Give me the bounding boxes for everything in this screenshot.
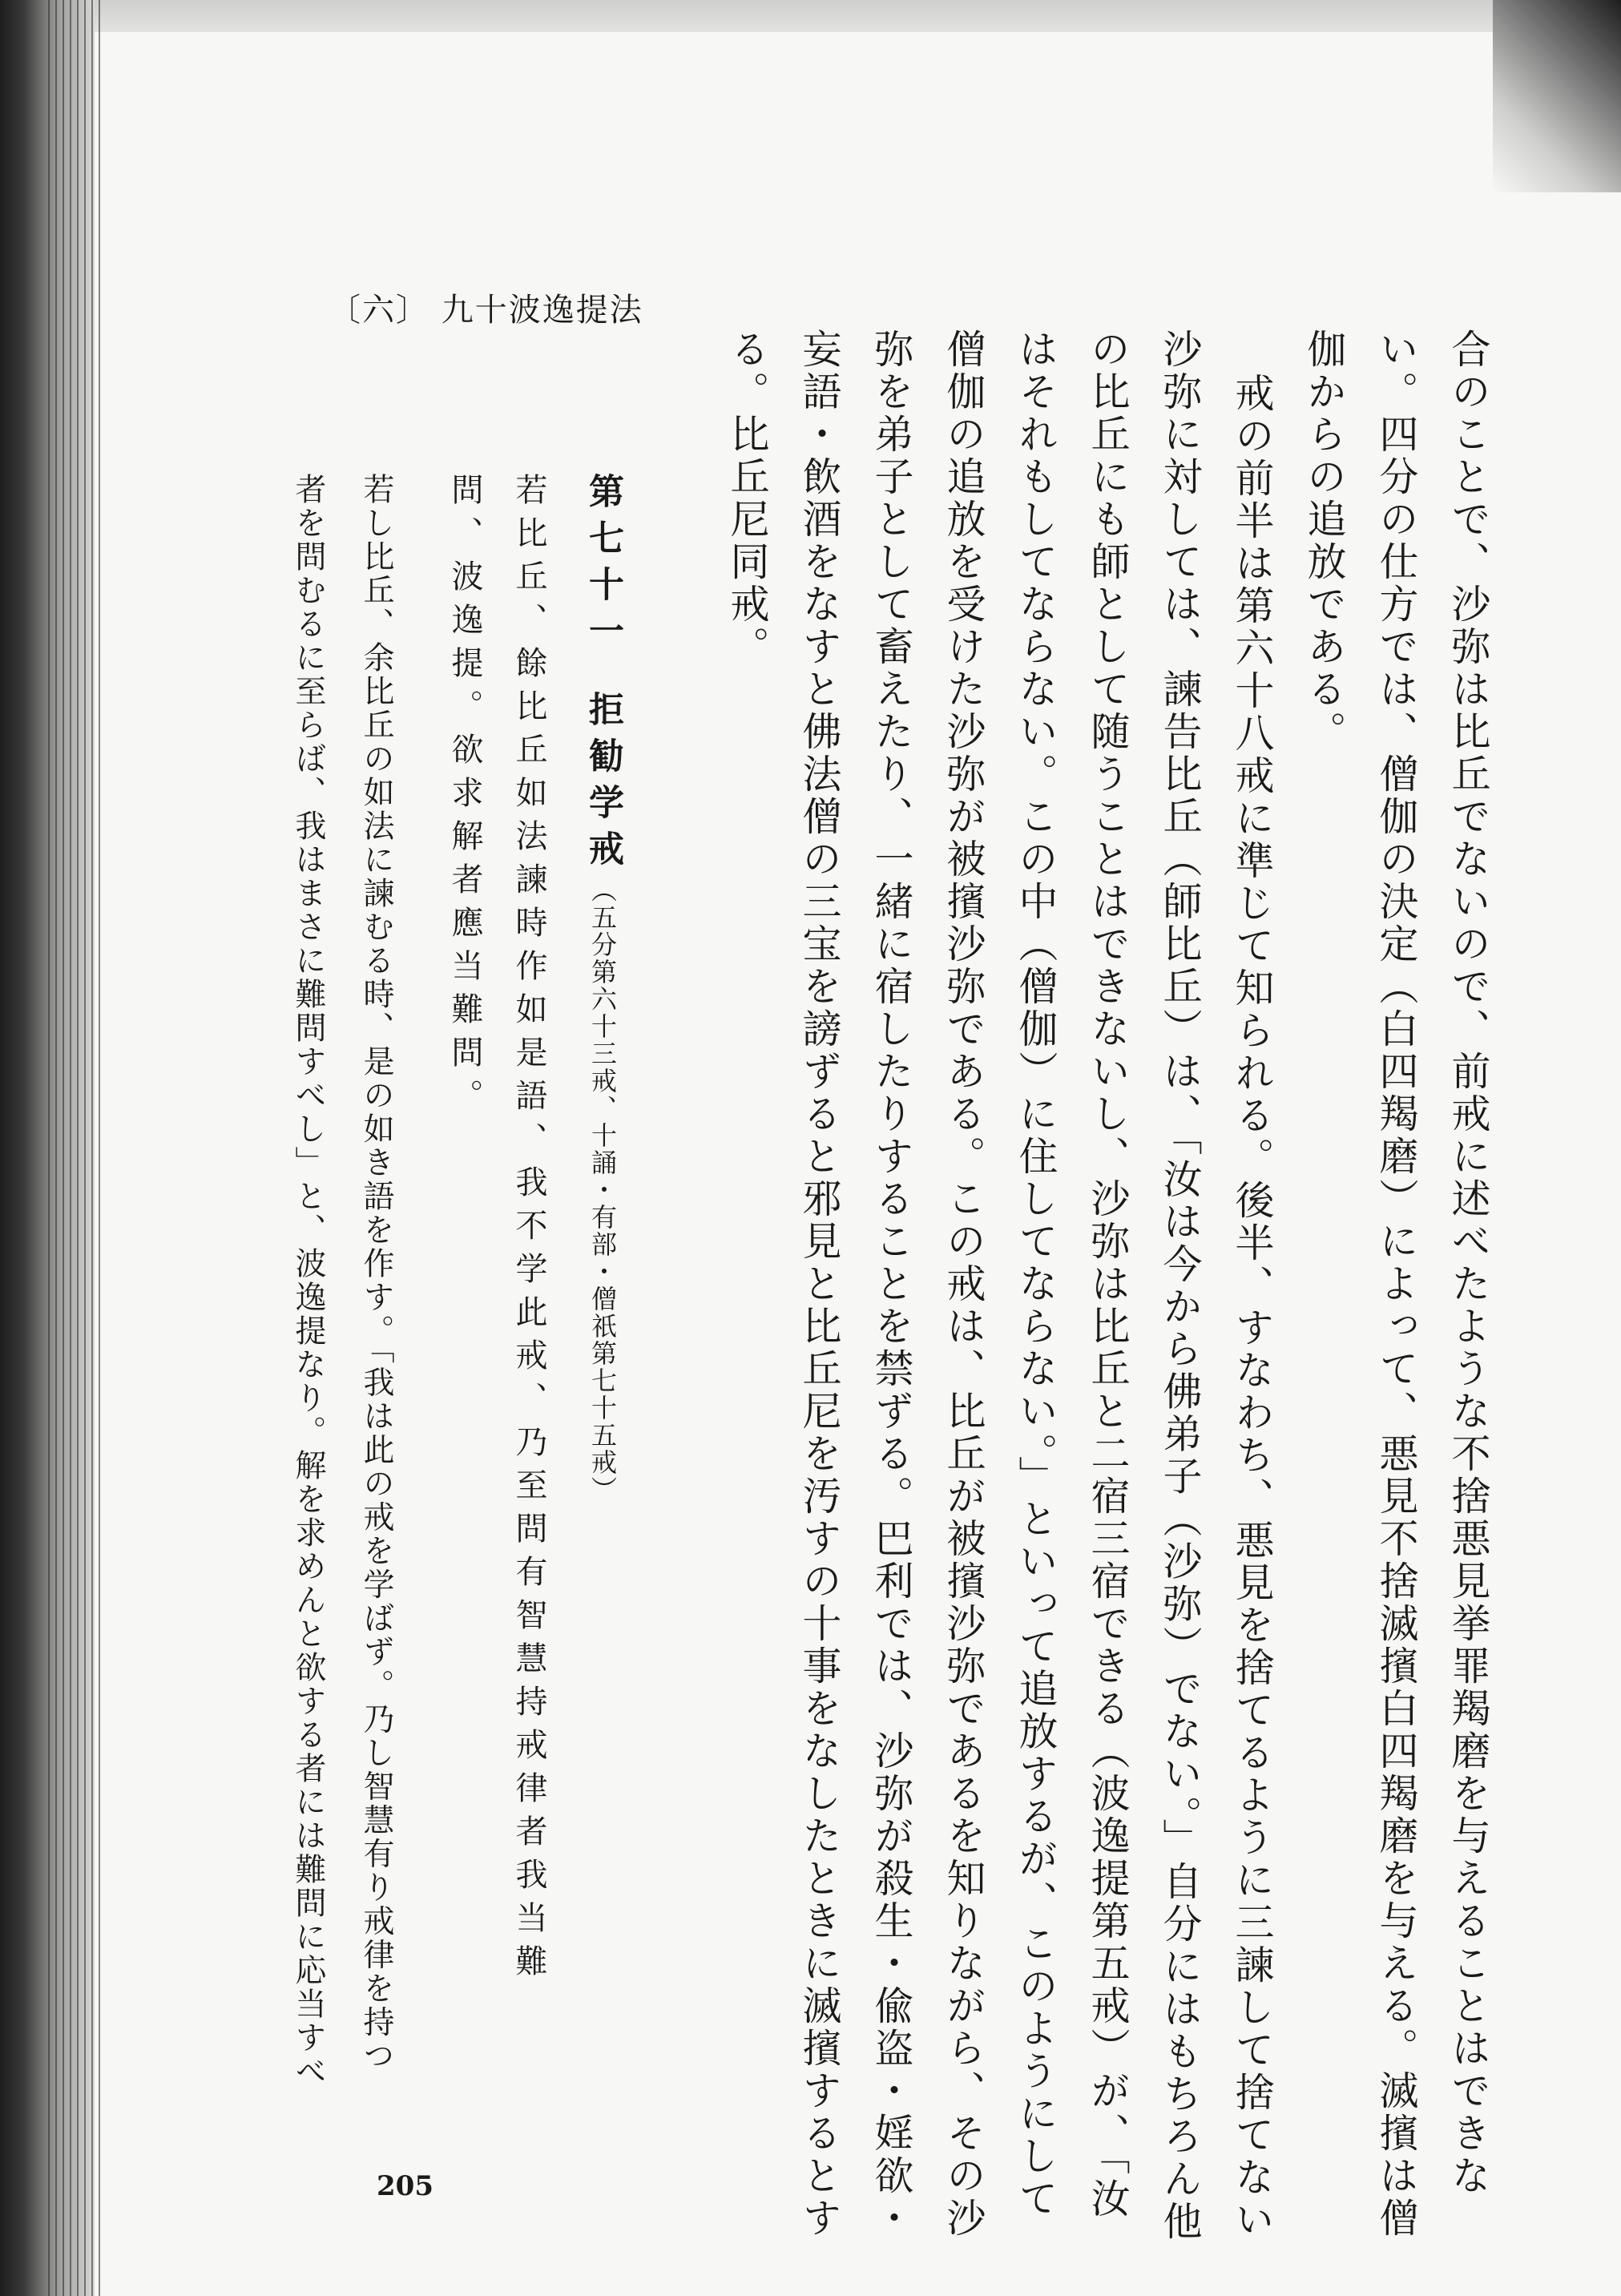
body-text-column: はそれもしてならない。この中（僧伽）に住してならない。」といって追放するが、このようにして — [1013, 329, 1058, 2221]
page-number: 205 — [377, 2170, 433, 2202]
page-edge-lines — [48, 0, 104, 2296]
body-text-column: の比丘にも師として随うことはできないし、沙弥は比丘と二宿三宿できる（波逸提第五戒）が、「汝 — [1085, 329, 1131, 2221]
translation-text-column: 若し比丘、余比丘の如法に諫むる時、是の如き語を作す。「我は此の戒を学ばず。乃し智慧有り戒律を持つ — [358, 473, 394, 2073]
precept-name: 拒勧学戒 — [583, 691, 623, 877]
precept-number: 第七十一 — [583, 473, 623, 659]
kanbun-text-column: 問、波逸提。欲求解者應当難問。 — [446, 473, 483, 1122]
running-header: 〔六〕 九十波逸提法 — [329, 292, 643, 329]
body-text-column: 合のことで、沙弥は比丘でないので、前戒に述べたような不捨悪見挙罪羯磨を与えることはできな — [1446, 329, 1491, 2197]
body-text-column: 弥を弟子として畜えたり、一緒に宿したりすることを禁ずる。巴利では、沙弥が殺生・偸盗・婬欲・ — [869, 329, 914, 2240]
translation-text-column: 者を問むるに至らば、我はまさに難問すべし」と、波逸提なり。解を求めんと欲する者には難問に応当すべ — [290, 473, 326, 2088]
kanbun-text-column: 若比丘、餘比丘如法諫時作如是語、我不学此戒、乃至問有智慧持戒律者我当難 — [510, 473, 547, 1987]
body-text-column: る。比丘尼同戒。 — [724, 329, 770, 668]
body-text-column: い。四分の仕方では、僧伽の決定（白四羯磨）によって、悪見不捨滅擯白四羯磨を与える。滅擯は僧 — [1373, 329, 1419, 2240]
body-text-column: 伽からの追放である。 — [1301, 329, 1347, 753]
body-text-column: 戒の前半は第六十八戒に準じて知られる。後半、すなわち、悪見を捨てるように三諫して捨てない — [1229, 373, 1275, 2242]
body-text-column: 沙弥に対しては、諫告比丘（師比丘）は、「汝は今から佛弟子（沙弥）でない。」自分にはもちろん他 — [1157, 329, 1203, 2243]
precept-heading — [583, 473, 623, 1503]
page-corner-shadow — [1493, 0, 1621, 192]
body-text-column: 妄語・飲酒をなすと佛法僧の三宝を謗ずると邪見と比丘尼を汚すの十事をなしたときに滅擯するとす — [796, 329, 842, 2240]
precept-note: （五分第六十三戒、十誦・有部・僧祇第七十五戒） — [587, 877, 618, 1503]
body-text-column: 僧伽の追放を受けた沙弥が被擯沙弥である。この戒は、比丘が被擯沙弥であるを知りながら、その沙 — [941, 329, 986, 2240]
